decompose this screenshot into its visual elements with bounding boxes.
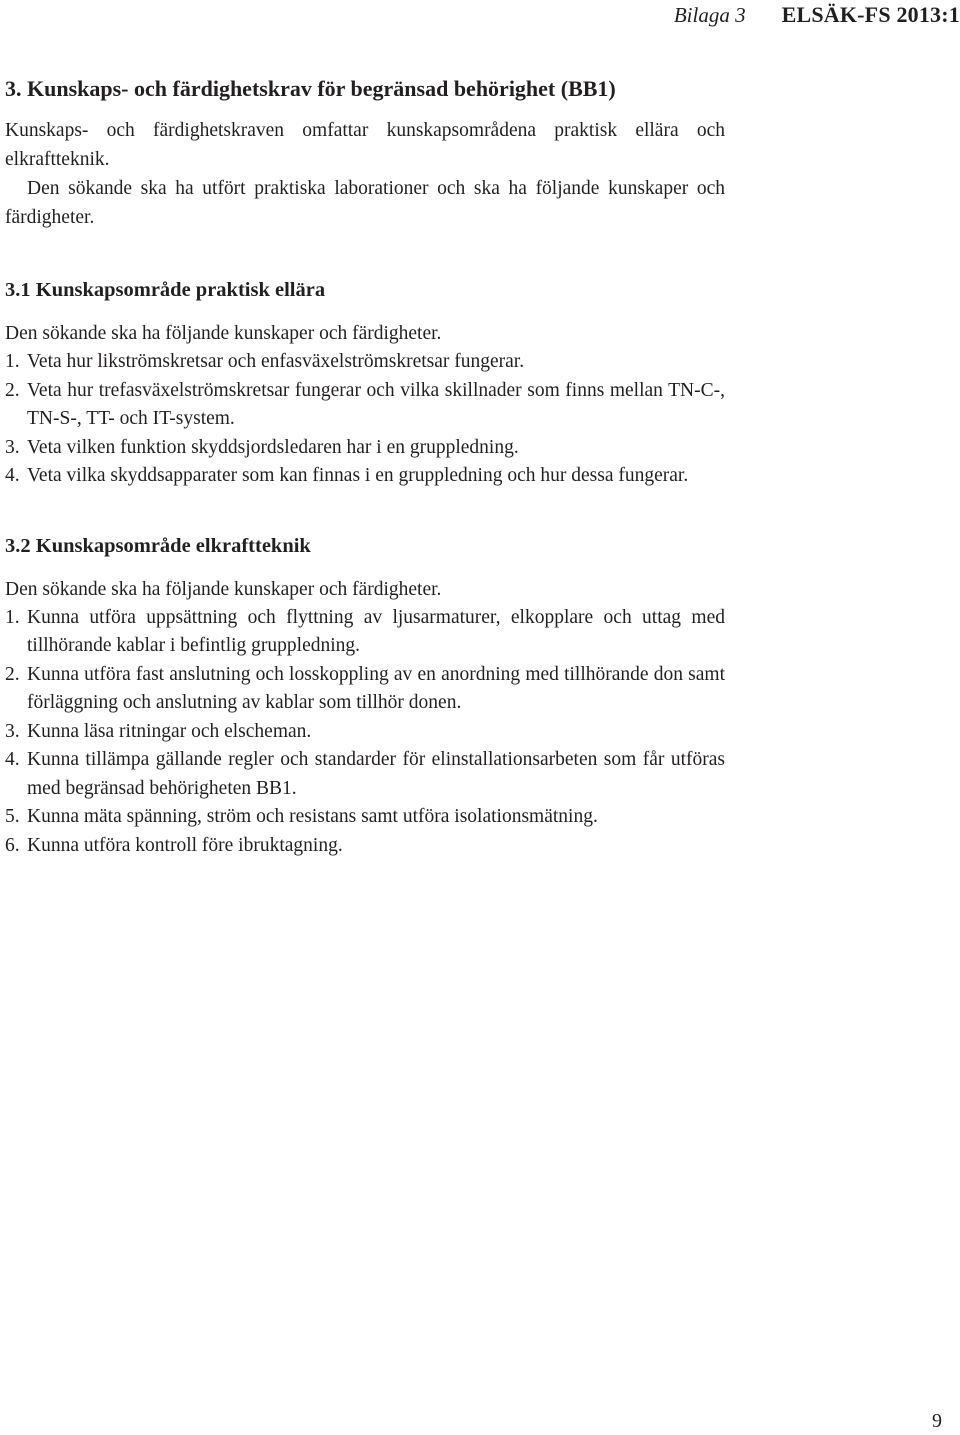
item-number: 3. — [5, 720, 20, 742]
document-body — [5, 74, 725, 860]
requirement-list-3-2 — [5, 604, 725, 861]
subsection-title-3-2: 3.2 Kunskapsområde elkraftteknik — [5, 534, 311, 557]
list-item — [5, 434, 725, 463]
item-number: 4. — [5, 465, 20, 486]
list-item — [5, 462, 725, 491]
regulation-code: ELSÄK-FS 2013:1 — [781, 2, 960, 27]
item-text: Kunna läsa ritningar och elscheman. — [27, 720, 312, 742]
page-number: 9 — [932, 1410, 942, 1432]
list-item — [5, 746, 725, 803]
item-number: 1. — [5, 351, 20, 372]
subsection-title-3-1: 3.1 Kunskapsområde praktisk ellära — [5, 279, 326, 301]
subsection-lead-3-1: Den sökande ska ha följande kunskaper och färdigheter. — [5, 323, 442, 344]
item-number: 6. — [5, 834, 20, 856]
item-text: Veta hur trefasväxelströmskretsar fungerar och vilka skillnader som finns mellan TN-C-, TN-S-, TT- och IT-system. — [27, 379, 725, 429]
list-item — [5, 661, 725, 718]
list-item — [5, 718, 725, 747]
running-header — [674, 2, 960, 32]
item-text: Veta vilken funktion skyddsjordsledaren har i en gruppledning. — [27, 436, 519, 458]
item-number: 2. — [5, 379, 20, 401]
item-text: Kunna utföra kontroll före ibruktagning. — [27, 834, 343, 856]
section-title: 3. Kunskaps- och färdighetskrav för begränsad behörighet (BB1) — [5, 76, 616, 101]
intro-paragraph: Kunskaps- och färdighetskraven omfattar kunskapsområdena praktisk ellära och elkraftteknik. — [5, 120, 725, 170]
list-item — [5, 377, 725, 434]
list-item — [5, 604, 725, 661]
item-text: Veta hur likströmskretsar och enfasväxelströmskretsar fungerar. — [27, 351, 525, 372]
item-number: 4. — [5, 749, 20, 770]
item-text: Kunna mäta spänning, ström och resistans samt utföra isolationsmätning. — [27, 806, 598, 827]
item-number: 1. — [5, 606, 20, 628]
item-number: 3. — [5, 436, 20, 458]
item-text: Kunna utföra uppsättning och flyttning av ljusarmaturer, elkopplare och uttag med tillhörande kablar i befintlig gruppledning. — [27, 606, 725, 656]
item-text: Kunna utföra fast anslutning och losskoppling av en anordning med tillhörande don samt förläggning och anslutning av kablar som tillhör donen. — [27, 663, 725, 713]
item-text: Kunna tillämpa gällande regler och standarder för elinstallationsarbeten som får utföras med begränsad behörigheten BB1. — [27, 749, 725, 799]
item-text: Veta vilka skyddsapparater som kan finnas i en gruppledning och hur dessa fungerar. — [27, 465, 689, 486]
subsection-lead-3-2: Den sökande ska ha följande kunskaper och färdigheter. — [5, 578, 442, 600]
appendix-label: Bilaga 3 — [673, 3, 746, 27]
list-item — [5, 348, 725, 377]
list-item — [5, 832, 725, 861]
item-number: 2. — [5, 663, 20, 685]
requirement-list-3-1 — [5, 348, 725, 491]
list-item — [5, 803, 725, 832]
intro-paragraph-2: Den sökande ska ha utfört praktiska laborationer och ska ha följande kunskaper och färdigheter. — [5, 178, 725, 228]
item-number: 5. — [5, 806, 20, 827]
